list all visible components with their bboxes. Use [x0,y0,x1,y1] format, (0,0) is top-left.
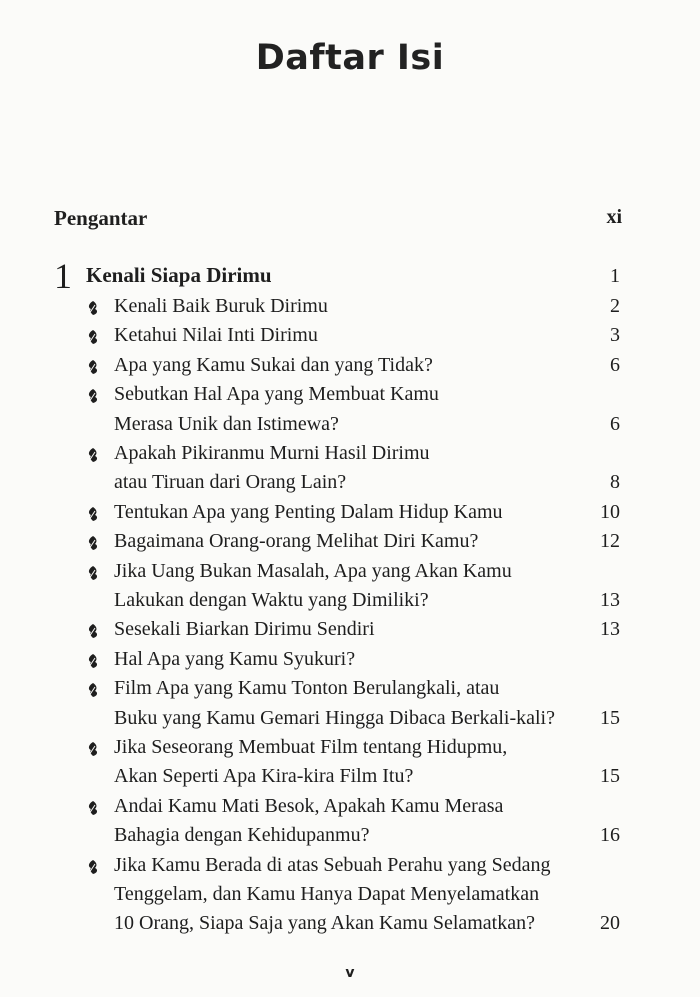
entry-page-number: 2 [610,295,620,317]
entry-title-line: Tenggelam, dan Kamu Hanya Dapat Menyelamatkan [114,882,540,905]
leaf-bullet-icon [86,565,100,581]
entry-title-line: Apa yang Kamu Sukai dan yang Tidak? [114,353,433,376]
leaf-bullet-icon [86,506,100,522]
entry-page-number: 13 [600,618,620,641]
entry-page-number: 6 [610,353,620,376]
leaf-bullet-icon [86,359,100,375]
entry-page-number: 13 [600,588,620,611]
entry-page-number: 6 [610,412,620,435]
entry-title-line: Hal Apa yang Kamu Syukuri? [114,647,356,670]
entry-title-line: Buku yang Kamu Gemari Hingga Dibaca Berkali-kali? [114,706,555,729]
leaf-bullet-icon [86,682,100,698]
leaf-bullet-icon [86,300,100,316]
entry-page-number: 20 [600,912,620,935]
leaf-bullet-icon [86,653,100,669]
entry-title-line: Jika Uang Bukan Masalah, Apa yang Akan Kamu [114,559,512,582]
leaf-bullet-icon [86,741,100,757]
entry-title-line: Jika Seseorang Membuat Film tentang Hidupmu, [114,736,508,758]
entry-title-line: Bagaimana Orang-orang Melihat Diri Kamu? [114,530,479,553]
entry-title-line: 10 Orang, Siapa Saja yang Akan Kamu Selamatkan? [114,912,535,935]
leaf-bullet-icon [86,623,100,639]
leaf-bullet-icon [86,859,100,875]
page-number: v [345,965,355,981]
leaf-bullet-icon [86,447,100,463]
chapter-title: Kenali Siapa Dirimu [86,263,272,287]
entry-title-line: Merasa Unik dan Istimewa? [114,412,339,435]
entry-page-number: 3 [610,324,620,347]
entry-title-line: Kenali Baik Buruk Dirimu [114,295,328,317]
entry-page-number: 12 [600,530,620,553]
entry-title-line: atau Tiruan dari Orang Lain? [114,471,347,494]
entry-page-number: 15 [600,706,620,729]
entry-page-number: 10 [600,500,620,523]
entry-title-line: Akan Seperti Apa Kira-kira Film Itu? [114,765,414,788]
entry-title-line: Film Apa yang Kamu Tonton Berulangkali, atau [114,677,500,700]
entry-title-line: Apakah Pikiranmu Murni Hasil Dirimu [114,442,430,464]
preliminary-page-number: xi [606,206,622,228]
entry-title-line: Andai Kamu Mati Besok, Apakah Kamu Merasa [114,794,504,817]
entry-title-line: Ketahui Nilai Inti Dirimu [114,324,318,347]
preliminary-label: Pengantar [54,206,148,230]
entry-title-line: Lakukan dengan Waktu yang Dimiliki? [114,588,429,611]
entry-page-number: 16 [600,824,620,847]
page-title: Daftar Isi [255,38,445,78]
entry-title-line: Jika Kamu Berada di atas Sebuah Perahu yang Sedang [114,853,551,876]
entry-title-line: Sebutkan Hal Apa yang Membuat Kamu [114,383,439,406]
leaf-bullet-icon [86,800,100,816]
entry-title-line: Tentukan Apa yang Penting Dalam Hidup Kamu [114,500,503,523]
leaf-bullet-icon [86,388,100,404]
entry-page-number: 8 [610,471,620,494]
entry-title-line: Sesekali Biarkan Dirimu Sendiri [114,618,375,641]
leaf-bullet-icon [86,535,100,551]
chapter-page-number: 1 [610,265,620,287]
chapter-number: 1 [54,256,72,296]
leaf-bullet-icon [86,329,100,345]
entry-page-number: 15 [600,765,620,788]
entry-title-line: Bahagia dengan Kehidupanmu? [114,824,370,847]
